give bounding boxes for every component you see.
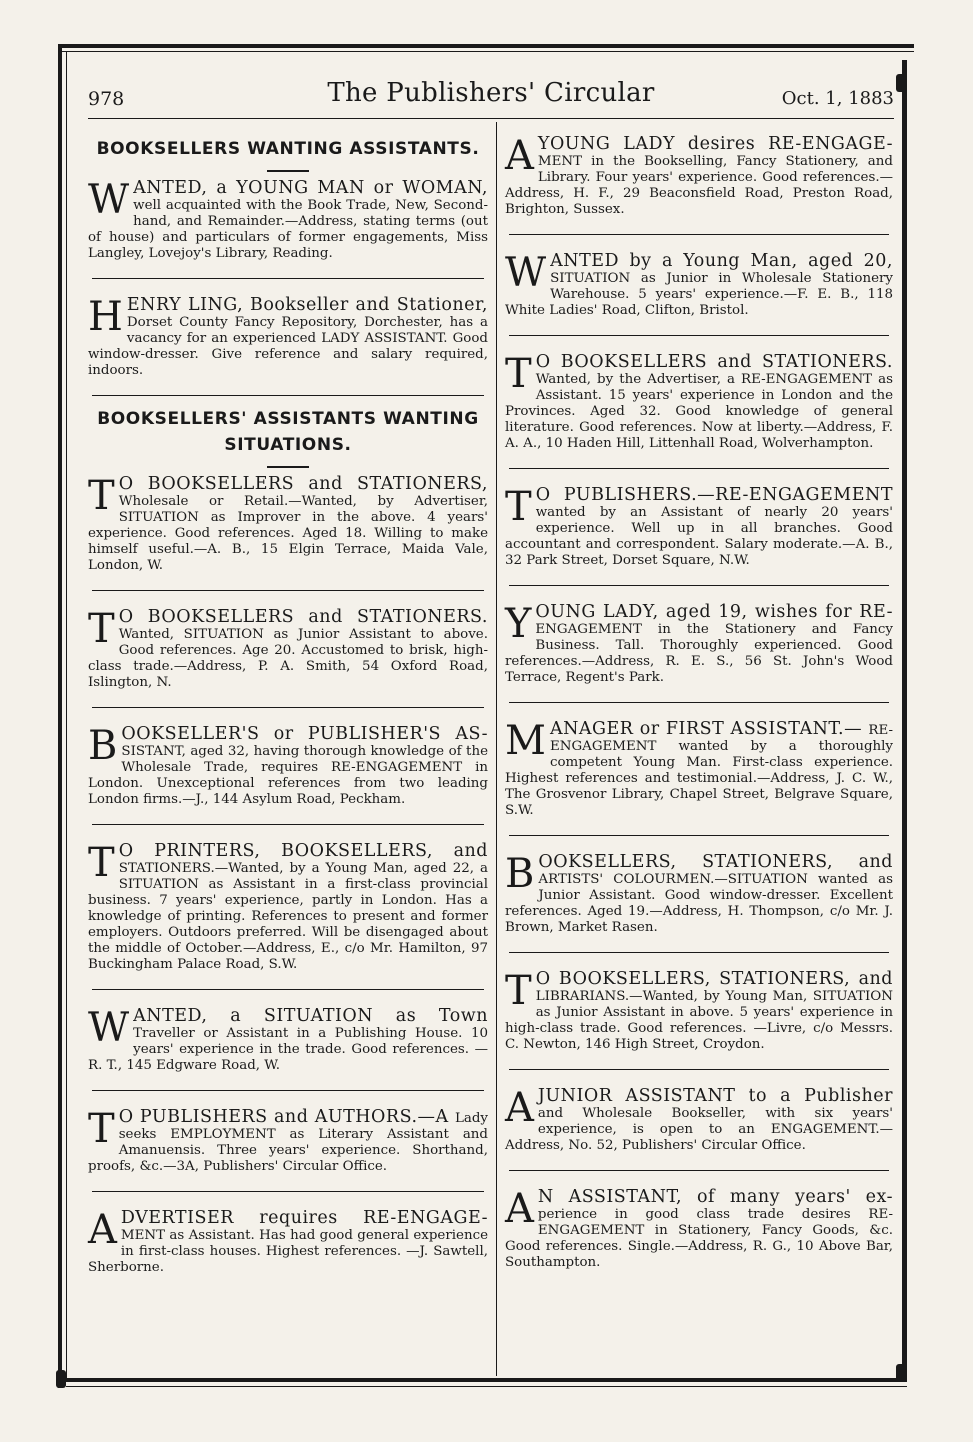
advertisement (88, 723, 488, 808)
ad-lead: OUNG LADY, aged 19, wishes for RE- (535, 602, 893, 622)
drop-cap: T (88, 840, 115, 886)
drop-cap: A (505, 1186, 534, 1232)
drop-cap: Y (505, 601, 532, 647)
page-frame-right (902, 60, 907, 1382)
section-heading-line: BOOKSELLERS' ASSISTANTS WANTING (97, 409, 479, 429)
ad-lead: OOKSELLERS, STATIONERS, and (538, 852, 893, 872)
drop-cap: M (505, 718, 546, 764)
ad-lead: O PUBLISHERS.—RE-ENGAGEMENT (535, 485, 893, 505)
advertisement (88, 294, 488, 379)
ad-body: RE-ENGAGEMENT wanted by a thoroughly competent Young Man. First-class experience. Highest references and testimonial.—Address, J. C. W., The Grosvenor Library, Chapel Street, Belgrave Square, S.W. (505, 723, 893, 818)
ad-separator (509, 952, 889, 953)
frame-corner-mark (56, 1370, 66, 1388)
short-rule (267, 170, 309, 172)
drop-cap: A (88, 1207, 117, 1253)
advertisement (88, 473, 488, 574)
ad-lead: ANTED by a Young Man, aged 20, (550, 251, 893, 271)
advertisement (88, 1207, 488, 1276)
advertisement (88, 1106, 488, 1175)
page-header (88, 78, 894, 118)
drop-cap: B (88, 723, 118, 769)
ad-lead: ANTED, a YOUNG MAN or WOMAN, (133, 178, 488, 198)
ad-body: Traveller or Assistant in a Publishing House. 10 years' experience in the trade. Good references. —R. T., 145 Edgware Road, W. (88, 1026, 488, 1073)
ad-lead: O BOOKSELLERS and STATIONERS, (118, 474, 488, 494)
ad-separator (509, 702, 889, 703)
ad-lead: YOUNG LADY desires RE-ENGAGE- (537, 134, 893, 154)
advertisement (505, 1085, 893, 1154)
ad-body: well acquainted with the Book Trade, New, Second-hand, and Remainder.—Address, stating terms (out of house) and particulars of former engagements, Miss Langley, Lovejoy's Library, Reading. (88, 198, 488, 261)
drop-cap: A (505, 133, 534, 179)
ad-body: Wanted, by the Advertiser, a RE-ENGAGEMENT as Assistant. 15 years' experience in London and the Provinces. Aged 32. Good knowledge of general literature. Good references. Now at liberty.—Address, F. A. A., 10 Haden Hill, Littenhall Road, Wolverhampton. (505, 372, 893, 451)
ad-lead: JUNIOR ASSISTANT to a Publisher (537, 1086, 893, 1106)
ad-separator (92, 824, 484, 825)
drop-cap: B (505, 851, 535, 897)
ad-body: Wholesale or Retail.—Wanted, by Advertiser, SITUATION as Improver in the above. 4 years' experience. Good references. Aged 18. Willing to make himself useful.—A. B., 15 Elgin Terrace, Maida Vale, London, W. (88, 494, 488, 573)
page-number: 978 (88, 88, 125, 110)
page-frame-bottom (62, 1378, 907, 1382)
ad-separator (509, 335, 889, 336)
drop-cap: T (88, 473, 115, 519)
advertisement (88, 606, 488, 691)
page-frame-left-inner (66, 52, 67, 1382)
frame-corner-mark (896, 74, 906, 92)
ad-body: ENGAGEMENT in the Stationery and Fancy Business. Tall. Thoroughly experienced. Good references.—Address, R. E. S., 56 St. John's Wood Terrace, Regent's Park. (505, 622, 893, 685)
page-frame-top-inner (58, 51, 914, 52)
right-column (505, 130, 893, 1271)
ad-lead: ANAGER or FIRST ASSISTANT.— (549, 719, 869, 739)
ad-separator (509, 1170, 889, 1171)
advertisement (505, 601, 893, 686)
ad-lead: ENRY LING, Bookseller and Stationer, (126, 295, 488, 315)
column-divider (496, 122, 497, 1376)
ad-separator (92, 989, 484, 990)
ad-lead: O BOOKSELLERS and STATIONERS. (118, 607, 488, 627)
ad-body: Wanted, SITUATION as Junior Assistant to above. Good references. Age 20. Accustomed to brisk, high-class trade.—Address, P. A. Smith, 54 Oxford Road, Islington, N. (88, 627, 488, 690)
ad-separator (92, 1191, 484, 1192)
advertisement (505, 133, 893, 218)
drop-cap: T (505, 968, 532, 1014)
ad-body: SITUATION as Junior in Wholesale Stationery Warehouse. 5 years' experience.—F. E. B., 118 White Ladies' Road, Clifton, Bristol. (505, 271, 893, 318)
ad-separator (509, 585, 889, 586)
ad-body: wanted by an Assistant of nearly 20 years' experience. Well up in all branches. Good accountant and correspondent. Salary moderate.—A. B., 32 Park Street, Dorset Square, N.W. (505, 505, 893, 568)
drop-cap: T (505, 351, 532, 397)
advertisement (505, 1186, 893, 1271)
section-heading-line: SITUATIONS. (224, 435, 352, 455)
ad-lead: O BOOKSELLERS, STATIONERS, and (535, 969, 893, 989)
ad-body: MENT in the Bookselling, Fancy Stationery, and Library. Four years' experience. Good references.—Address, H. F., 29 Beaconsfield Road, Preston Road, Brighton, Sussex. (505, 154, 893, 217)
frame-corner-mark (896, 1364, 906, 1382)
ad-separator (92, 1090, 484, 1091)
ad-separator (92, 707, 484, 708)
header-rule (88, 118, 894, 119)
ad-body: STATIONERS.—Wanted, by a Young Man, aged 22, a SITUATION as Assistant in a first-class provincial business. 7 years' experience, partly in London. Has a knowledge of printing. References to present and former employers. Outdoors preferred. Will be disengaged about the middle of October.—Address, E., c/o Mr. Hamilton, 97 Buckingham Palace Road, S.W. (88, 861, 488, 972)
ad-separator (509, 234, 889, 235)
page-frame-top (58, 44, 914, 48)
ad-separator (509, 1069, 889, 1070)
drop-cap: W (505, 250, 547, 296)
ad-body: MENT as Assistant. Has had good general experience in first-class houses. Highest references. —J. Sawtell, Sherborne. (88, 1228, 488, 1275)
drop-cap: H (88, 294, 123, 340)
ad-body: perience in good class trade desires RE-ENGAGEMENT in Stationery, Fancy Goods, &c. Good references. Single.—Address, R. G., 10 Above Bar, Southampton. (505, 1207, 893, 1270)
left-column (88, 130, 488, 1276)
ad-body: and Wholesale Bookseller, with six years' experience, is open to an ENGAGEMENT.—Address, No. 52, Publishers' Circular Office. (505, 1106, 893, 1153)
advertisement (88, 177, 488, 262)
drop-cap: T (88, 606, 115, 652)
ad-lead: O PRINTERS, BOOKSELLERS, and (118, 841, 488, 861)
advertisement (505, 851, 893, 936)
page-frame-bottom-inner (66, 1386, 907, 1387)
ad-separator (509, 835, 889, 836)
advertisement (505, 968, 893, 1053)
drop-cap: W (88, 1005, 130, 1051)
publication-title: The Publishers' Circular (327, 78, 655, 108)
ad-body: SISTANT, aged 32, having thorough knowledge of the Wholesale Trade, requires RE-ENGAGEMENT in London. Unexceptional references from two leading London firms.—J., 144 Asylum Road, Peckham. (88, 744, 488, 807)
advertisement (88, 1005, 488, 1074)
ad-body: ARTISTS' COLOURMEN.—SITUATION wanted as Junior Assistant. Good window-dresser. Excellent references. Aged 19.—Address, H. Thompson, c/o Mr. J. Brown, Market Rasen. (505, 872, 893, 935)
ad-lead: O BOOKSELLERS and STATIONERS. (535, 352, 893, 372)
issue-date: Oct. 1, 1883 (781, 88, 894, 109)
short-rule (267, 466, 309, 468)
ad-lead: OOKSELLER'S or PUBLISHER'S AS- (121, 724, 488, 744)
ad-lead: N ASSISTANT, of many years' ex- (537, 1187, 893, 1207)
advertisement (505, 718, 893, 819)
drop-cap: T (88, 1106, 115, 1152)
section-heading (88, 406, 488, 458)
ad-lead: DVERTISER requires RE-ENGAGE- (120, 1208, 488, 1228)
drop-cap: W (88, 177, 130, 223)
drop-cap: T (505, 484, 532, 530)
ad-lead: ANTED, a SITUATION as Town (133, 1006, 488, 1026)
ad-body: LIBRARIANS.—Wanted, by Young Man, SITUATION as Junior Assistant in above. 5 years' experience in high-class trade. Good references. —Livre, c/o Messrs. C. Newton, 146 High Street, Croydon. (505, 989, 893, 1052)
ad-body: Lady seeks EMPLOYMENT as Literary Assistant and Amanuensis. Three years' experience. Shorthand, proofs, &c.—3A, Publishers' Circular Office. (88, 1111, 488, 1174)
section-heading: BOOKSELLERS WANTING ASSISTANTS. (96, 139, 480, 159)
ad-separator (92, 395, 484, 396)
advertisement (505, 351, 893, 452)
ad-separator (92, 590, 484, 591)
ad-separator (509, 468, 889, 469)
ad-separator (92, 278, 484, 279)
advertisement (88, 840, 488, 973)
advertisement (505, 484, 893, 569)
advertisement (505, 250, 893, 319)
page-frame-left (58, 44, 62, 1388)
drop-cap: A (505, 1085, 534, 1131)
ad-body: Dorset County Fancy Repository, Dorchester, has a vacancy for an experienced LADY ASSISTANT. Good window-dresser. Give reference and salary required, indoors. (88, 315, 488, 378)
ad-lead: O PUBLISHERS and AUTHORS.—A (118, 1107, 455, 1127)
